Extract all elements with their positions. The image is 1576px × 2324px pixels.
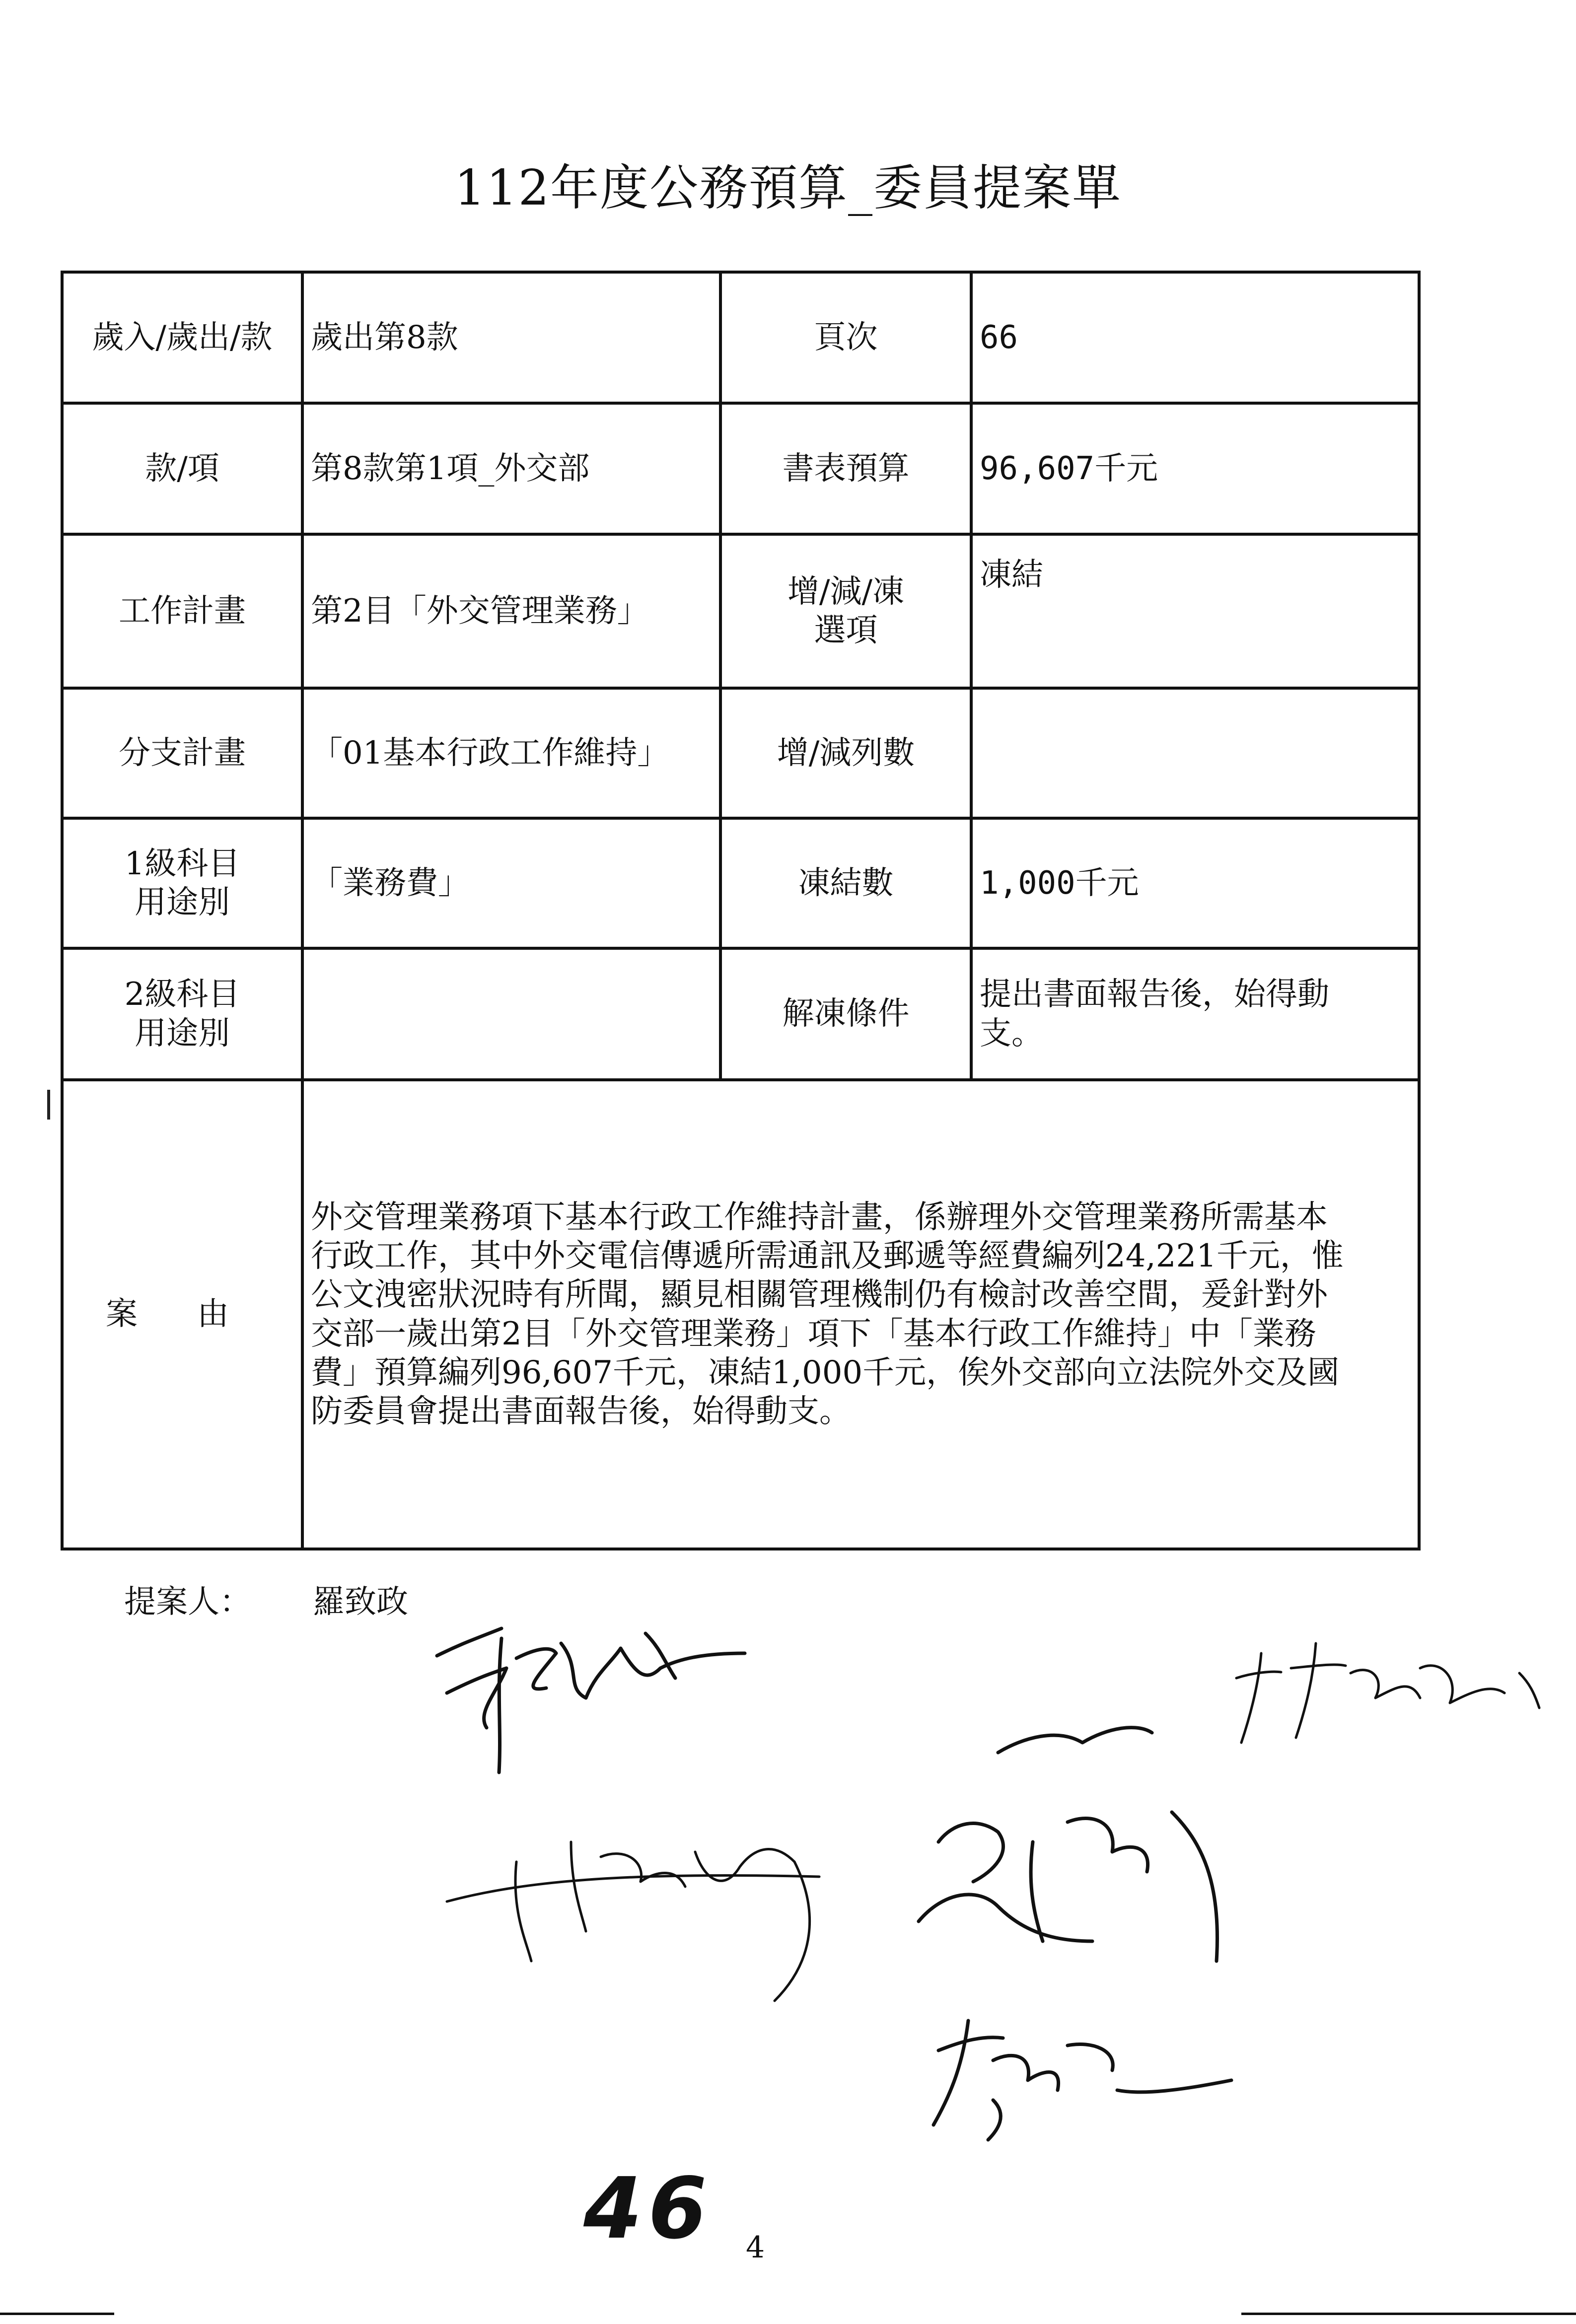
field-value (971, 948, 1419, 1080)
footer-rule (1241, 2313, 1576, 2315)
proposer-label: 提案人： (124, 1584, 251, 1620)
reason-line: 公文洩密狀況時有所聞，顯見相關管理機制仍有檢討改善空間，爰針對外 (311, 1276, 1328, 1314)
reason-line: 行政工作，其中外交電信傳遞所需通訊及郵遞等經費編列24,221千元，惟 (311, 1238, 1344, 1275)
page-number: 4 (746, 2230, 765, 2265)
form-row (62, 818, 1419, 948)
page-title: 112年度公務預算_委員提案單 (454, 160, 1122, 216)
field-label: 分支計畫 (62, 688, 302, 818)
form-row (62, 688, 1419, 818)
form-row (62, 403, 1419, 534)
reason-line: 外交管理業務項下基本行政工作維持計畫，係辦理外交管理業務所需基本 (311, 1199, 1328, 1236)
handwritten-page-number: 46 (583, 2160, 713, 2258)
field-value: 凍結 (971, 534, 1419, 688)
field-value (971, 688, 1419, 818)
footer-rule (0, 2313, 114, 2315)
field-value: 1,000千元 (971, 818, 1419, 948)
form-row (62, 1080, 1419, 1549)
label-line: 用途別 (135, 884, 230, 921)
value-line: 支。 (980, 1015, 1043, 1052)
field-label: 書表預算 (720, 403, 971, 534)
label-line: 2級科目 (124, 976, 240, 1013)
field-label: 增/減列數 (720, 688, 971, 818)
handwritten-signature (437, 1628, 745, 1772)
label-line: 1級科目 (124, 845, 240, 882)
proposer-name: 羅致政 (313, 1584, 408, 1620)
handwritten-signature (1236, 1643, 1539, 1743)
field-label: 工作計畫 (62, 534, 302, 688)
field-label (62, 948, 302, 1080)
handwritten-signature (919, 1728, 1218, 1961)
field-label: 解凍條件 (720, 948, 971, 1080)
reason-line: 防委員會提出書面報告後，始得動支。 (311, 1393, 851, 1430)
field-label: 款/項 (62, 403, 302, 534)
field-value: 「01基本行政工作維持」 (302, 688, 720, 818)
field-value (302, 948, 720, 1080)
field-value: 第2目「外交管理業務」 (302, 534, 720, 688)
label-line: 用途別 (135, 1015, 230, 1052)
reason-line: 交部一歲出第2目「外交管理業務」項下「基本行政工作維持」中「業務 (311, 1315, 1316, 1352)
field-value: 第8款第1項_外交部 (302, 403, 720, 534)
field-value: 歲出第8款 (302, 272, 720, 403)
field-label: 頁次 (720, 272, 971, 403)
handwritten-signature (933, 2021, 1231, 2140)
label-line: 選項 (814, 612, 878, 649)
reason-line: 費」預算編列96,607千元，凍結1,000千元，俟外交部向立法院外交及國 (311, 1354, 1340, 1391)
proposal-form-table (61, 271, 1421, 1550)
field-value: 66 (971, 272, 1419, 403)
reason-text (302, 1080, 1419, 1549)
field-label (720, 534, 971, 688)
field-value: 「業務費」 (302, 818, 720, 948)
form-row (62, 948, 1419, 1080)
form-row (62, 534, 1419, 688)
reason-label: 案由 (62, 1080, 302, 1549)
field-label: 歲入/歲出/款 (62, 272, 302, 403)
handwritten-signature (447, 1842, 819, 2001)
field-label: 凍結數 (720, 818, 971, 948)
field-value: 96,607千元 (971, 403, 1419, 534)
field-label (62, 818, 302, 948)
margin-mark (47, 1090, 50, 1120)
label-line: 增/減/凍 (787, 573, 905, 610)
form-row (62, 272, 1419, 403)
signatures-area (0, 1564, 1576, 2234)
value-line: 提出書面報告後，始得動 (980, 976, 1329, 1013)
